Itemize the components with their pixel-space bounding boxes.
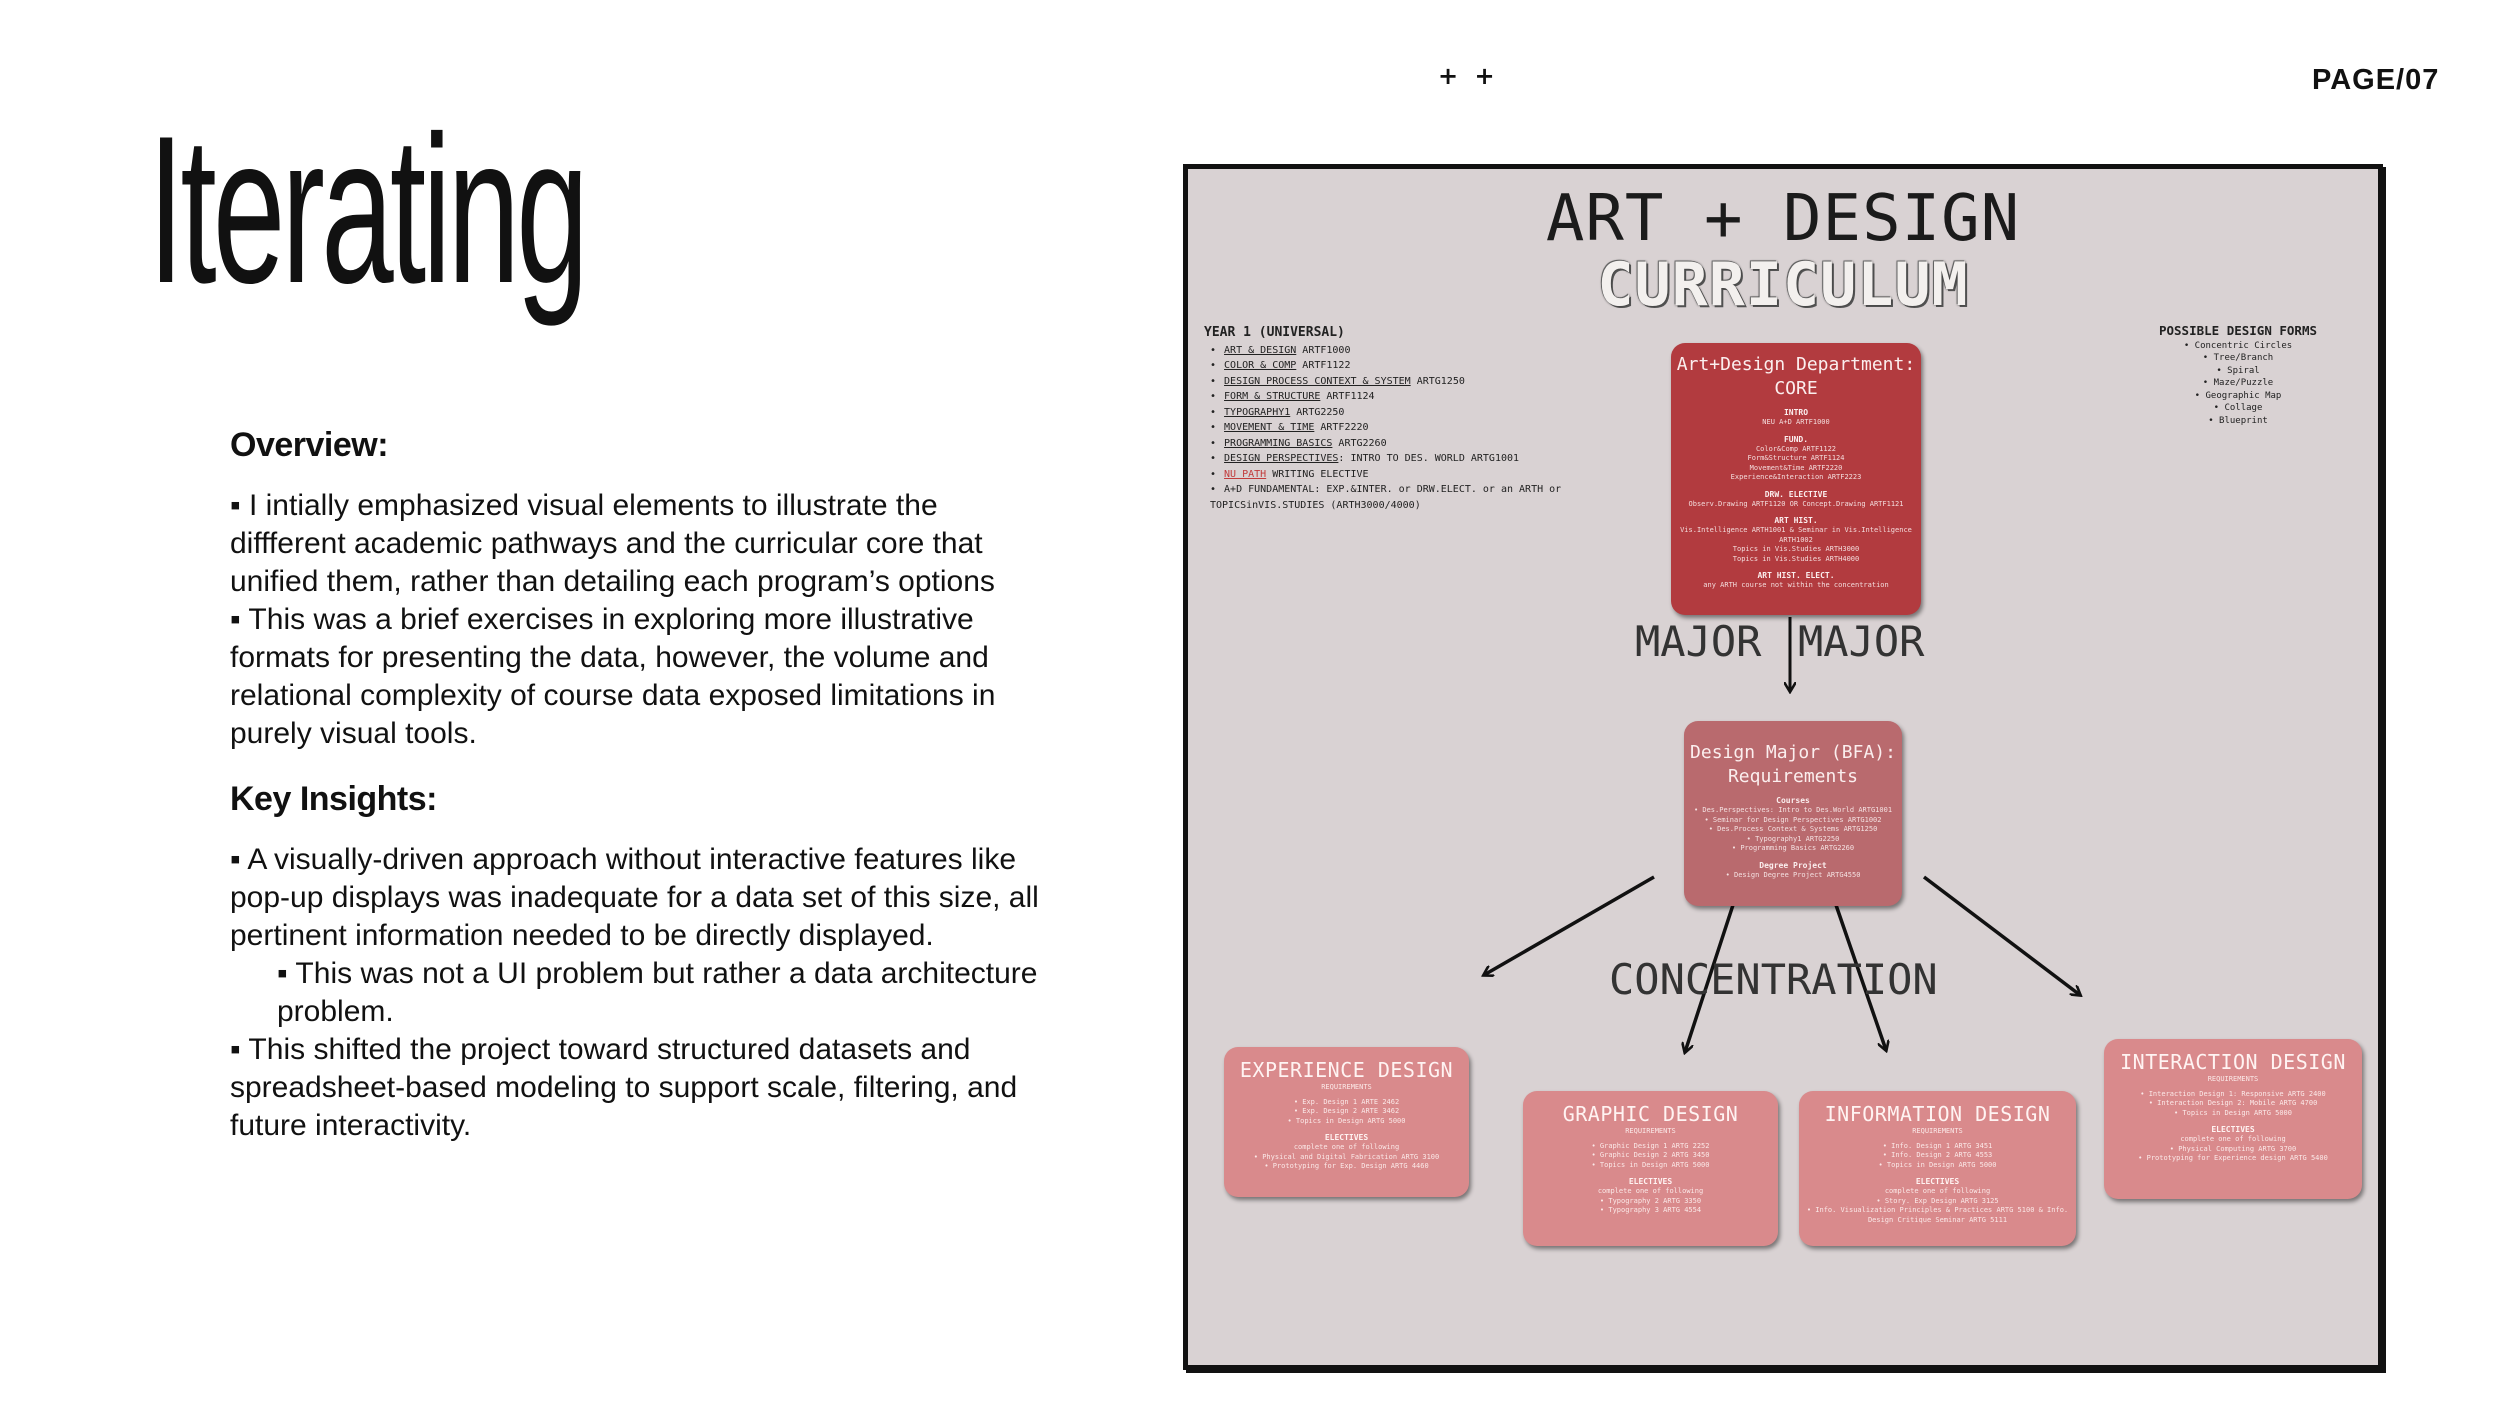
elective-line: complete one of following [1293,1143,1400,1151]
course-code: ARTF1122 [1296,360,1351,371]
insight-line: ▪ This shifted the project toward structured datasets and [230,1033,971,1066]
insight-line: pop-up displays was inadequate for a data set of this size, all [230,881,1039,914]
section-line: Color&Comp ARTF1122 [1755,444,1837,453]
requirement-line: • Exp. Design 2 ARTE 3462 [1293,1107,1400,1115]
course-code: ARTF1124 [1320,391,1375,402]
core-title: Art+Design Department: CORE [1676,354,1916,399]
concentration-label: CONCENTRATION [1609,955,1938,1004]
concentration-title: INTERACTION DESIGN [2120,1050,2346,1074]
year1-heading: YEAR 1 (UNIVERSAL) [1204,325,1345,340]
course-code: WRITING ELECTIVE [1266,468,1369,480]
major-label-right: MAJOR [1798,617,1925,666]
concentration-card-inf [1799,1091,2076,1246]
insights-body [230,841,1060,1145]
course-link: TYPOGRAPHY1 [1224,406,1291,418]
design-form-item: • Concentric Circles [2183,340,2293,351]
core-card [1671,343,1921,615]
requirement-line: • Topics in Design ARTG 5000 [1591,1160,1710,1169]
requirements-label: REQUIREMENTS [2207,1075,2259,1083]
course-link: DESIGN PROCESS CONTEXT & SYSTEM [1224,375,1411,387]
section-line: Form&Structure ARTF1124 [1747,454,1845,462]
section-line: • Design Degree Project ARTG4550 [1725,870,1861,879]
requirements-label: REQUIREMENTS [1321,1083,1372,1091]
requirement-line: • Topics in Design ARTG 5000 [2173,1108,2292,1117]
design-forms-heading: POSSIBLE DESIGN FORMS [2158,323,2318,338]
insight-line: future interactivity. [230,1109,472,1142]
requirement-line: • Topics in Design ARTG 5000 [1287,1116,1406,1125]
section-line: Topics in Vis.Studies ARTH4000 [1732,554,1860,563]
section-line: Experience&Interaction ARTF2223 [1730,473,1862,481]
insight-subline: ▪ This was not a UI problem but rather a data architecture [277,957,1038,990]
concentration-title: EXPERIENCE DESIGN [1239,1058,1454,1082]
section-line: • Des.Process Context & Systems ARTG1250 [1708,825,1878,833]
design-form-item: • Maze/Puzzle [2202,378,2274,388]
poster-title: ART + DESIGN [1545,182,2021,256]
section-heading: DRW. ELECTIVE [1764,489,1828,499]
requirement-line: • Topics in Design ARTG 5000 [1878,1160,1997,1169]
concentration-title: INFORMATION DESIGN [1824,1102,2051,1126]
section-heading: INTRO [1783,408,1809,417]
concentration-card-exp [1224,1047,1469,1197]
section-heading: Degree Project [1759,860,1827,870]
elective-line: • Typography 3 ARTG 4554 [1599,1206,1702,1214]
section-heading: ART HIST. [1774,516,1818,525]
course-link: DESIGN PERSPECTIVES [1224,453,1339,464]
arrow-bfa-to-interaction [1924,877,2080,995]
overview-heading: Overview: [230,426,389,464]
course-link: FORM & STRUCTURE [1224,391,1321,402]
insights-heading: Key Insights: [230,780,437,818]
section-line: NEU A+D ARTF1000 [1762,418,1830,426]
section-line: any ARTH course not within the concentration [1703,581,1889,589]
concentration-card-ixd [2104,1039,2362,1199]
course-link: NU PATH [1224,468,1267,480]
overview-line: unified them, rather than detailing each program’s options [230,565,995,598]
insight-line: ▪ A visually-driven approach without interactive features like [230,843,1017,876]
elective-line: • Info. Visualization Principles & Practices ARTG 5100 & Info. Design Critique Seminar ARTG 5111 [1806,1206,2069,1224]
elective-line: • Physical and Digital Fabrication ARTG 3100 [1253,1152,1440,1161]
concentration-card-gra [1523,1091,1778,1246]
design-form-item: • Collage [2213,403,2263,413]
concentration-title: GRAPHIC DESIGN [1562,1102,1739,1126]
course-link: COLOR & COMP [1224,360,1297,371]
section-line: Vis.Intelligence ARTH1001 & Seminar in Vis.Intelligence ARTH1002 [1680,526,1912,544]
section-heading: ART HIST. ELECT. [1757,571,1835,580]
elective-line: complete one of following [1597,1187,1704,1195]
course-code: ARTF1000 [1296,344,1351,356]
course-link: PROGRAMMING BASICS [1224,437,1333,449]
elective-line: complete one of following [2180,1135,2286,1143]
requirement-line: • Exp. Design 1 ARTE 2462 [1293,1097,1400,1106]
requirement-line: • Info. Design 1 ARTG 3451 [1882,1141,1993,1150]
electives-label: ELECTIVES [1915,1177,1960,1186]
plus-mark: + + [1438,62,1499,90]
section-line: Topics in Vis.Studies ARTH3000 [1732,545,1860,553]
page-title: Iterating [148,92,585,327]
requirement-line: • Info. Design 2 ARTG 4553 [1882,1151,1993,1159]
section-line: • Typography1 ARTG2250 [1746,834,1840,843]
elective-line: • Prototyping for Exp. Design ARTG 4460 [1264,1162,1429,1170]
design-form-item: • Blueprint [2208,415,2268,426]
poster-subtitle: CURRICULUM [1597,250,1969,320]
section-heading: Courses [1776,796,1810,805]
overview-body [230,487,1060,753]
electives-label: ELECTIVES [1324,1133,1369,1142]
course-code: ARTF2220 [1314,422,1369,433]
insight-line: pertinent information needed to be directly displayed. [230,919,934,952]
course-code: ARTG1250 [1410,375,1465,387]
elective-line: • Story. Exp Design ARTG 3125 [1876,1196,1999,1205]
description-column [230,425,1060,1145]
insight-line: spreadsheet-based modeling to support scale, filtering, and [230,1071,1018,1104]
elective-line: • Physical Computing ARTG 3700 [2169,1144,2297,1153]
course-code: ARTG2250 [1290,406,1345,418]
course-link: ART & DESIGN [1224,344,1297,356]
section-line: • Programming Basics ARTG2260 [1731,844,1855,852]
major-label-left: MAJOR [1635,617,1762,666]
section-heading: FUND. [1783,434,1809,444]
elective-line: • Typography 2 ARTG 3350 [1599,1196,1702,1205]
course-code: ARTG2260 [1332,437,1387,449]
course-code: A+D FUNDAMENTAL: EXP.&INTER. or DRW.ELECT. or an ARTH or TOPICSinVIS.STUDIES (ARTH3000/4000) [1210,484,1562,511]
course-link: MOVEMENT & TIME [1224,422,1315,433]
requirement-line: • Interaction Design 1: Responsive ARTG 2400 [2140,1089,2326,1098]
bfa-title: Design Major (BFA): Requirements [1690,742,1896,787]
requirements-label: REQUIREMENTS [1912,1127,1963,1135]
bfa-sections [1684,795,1902,880]
section-line: • Des.Perspectives: Intro to Des.World ARTG1001 [1693,806,1893,814]
design-form-item: • Tree/Branch [2202,353,2274,363]
overview-line: purely visual tools. [230,717,477,750]
section-line: Observ.Drawing ARTF1120 OR Concept.Drawing ARTF1121 [1688,499,1904,508]
requirement-line: • Graphic Design 1 ARTG 2252 [1591,1141,1710,1150]
requirement-line: • Graphic Design 2 ARTG 3450 [1591,1151,1710,1159]
insight-subline: problem. [277,995,394,1028]
overview-line: ▪ This was a brief exercises in exploring more illustrative [230,603,974,636]
design-form-item: • Spiral [2216,365,2260,376]
core-sections [1671,407,1921,591]
overview-line: ▪ I intially emphasized visual elements to illustrate the [230,489,938,522]
page-number: PAGE/07 [2312,64,2440,96]
course-code: : INTRO TO DES. WORLD ARTG1001 [1338,453,1520,464]
requirement-line: • Interaction Design 2: Mobile ARTG 4700 [2148,1099,2318,1107]
elective-line: • Prototyping for Experience design ARTG 5400 [2138,1154,2328,1162]
requirements-label: REQUIREMENTS [1625,1127,1676,1135]
overview-line: relational complexity of course data exposed limitations in [230,679,996,712]
overview-line: diffferent academic pathways and the curricular core that [230,527,983,560]
elective-line: complete one of following [1884,1187,1991,1195]
section-line: Movement&Time ARTF2220 [1749,463,1843,472]
bfa-card [1684,721,1902,906]
section-line: • Seminar for Design Perspectives ARTG1002 [1704,815,1882,824]
electives-label: ELECTIVES [1628,1177,1673,1186]
overview-line: formats for presenting the data, however, the volume and [230,641,989,674]
electives-label: ELECTIVES [2211,1125,2255,1134]
design-form-item: • Geographic Map [2194,390,2282,401]
curriculum-poster [1183,164,2383,1370]
